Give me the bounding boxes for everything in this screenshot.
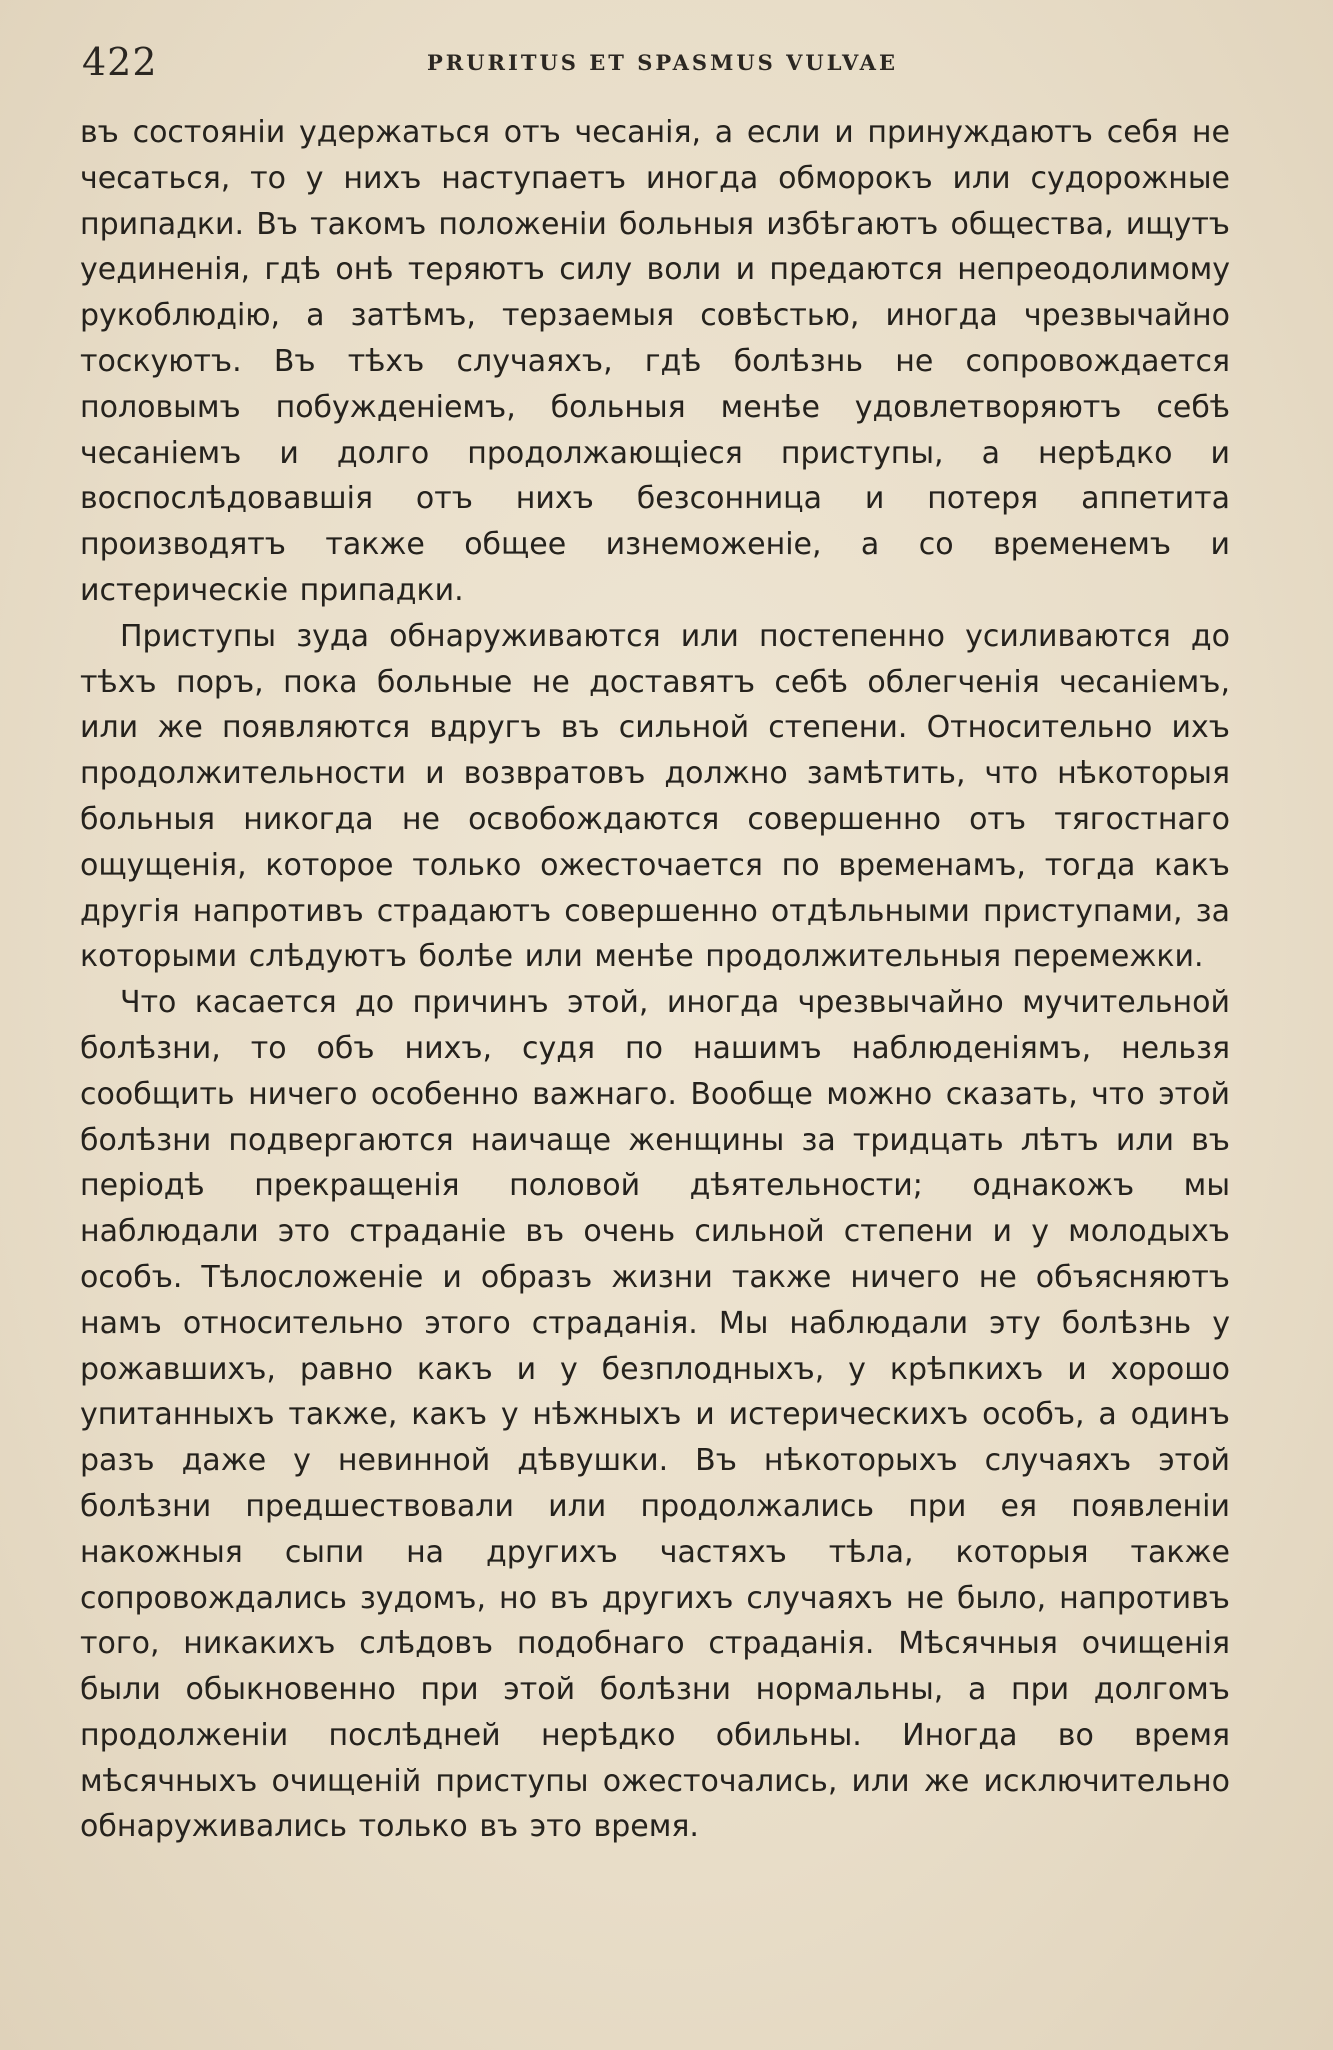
paragraph-3: Что касается до причинъ этой, иногда чрезвычайно мучительной болѣзни, то объ нихъ, судя по нашимъ наблюденiямъ, нельзя сообщить ничего особенно важнаго. Вообще можно сказать, что этой болѣзни подвергаются наичаще женщины за тридцать лѣтъ или въ перiодѣ прекращенiя половой дѣятельности; однакожъ мы наблюдали это страданiе въ очень сильной степени и у молодыхъ особъ. Тѣлосложенiе и образъ жизни также ничего не объясняютъ намъ относительно этого страданiя. Мы наблюдали эту болѣзнь у рожавшихъ, равно какъ и у безплодныхъ, у крѣпкихъ и хорошо упитанныхъ также, какъ у нѣжныхъ и истерическихъ особъ, а одинъ разъ даже у невинной дѣвушки. Въ нѣкоторыхъ случаяхъ этой болѣзни предшествовали или продолжались при ея появленiи накожныя сыпи на другихъ частяхъ тѣла, которыя также сопровождались зудомъ, но въ другихъ случаяхъ не было, напротивъ того, никакихъ слѣдовъ подобнаго страданiя. Мѣсячныя очищенiя были обыкновенно при этой болѣзни нормальны, а при долгомъ продолженiи послѣдней нерѣдко обильны. Иногда во время мѣсячныхъ очищенiй приступы ожесточались, или же исключительно обнаруживались только въ это время. bbox=[80, 985, 1230, 1845]
paragraph-2: Приступы зуда обнаруживаются или постепенно усиливаются до тѣхъ поръ, пока больные не доставятъ себѣ облегченiя чесанiемъ, или же появляются вдругъ въ сильной степени. Относительно ихъ продолжительности и возвратовъ должно замѣтить, что нѣкоторыя больныя никогда не освобождаются совершенно отъ тягостнаго ощущенiя, которое только ожесточается по временамъ, тогда какъ другiя напротивъ страдаютъ совершенно отдѣльными приступами, за которыми слѣдуютъ болѣе или менѣе продолжительныя перемежки. bbox=[80, 618, 1230, 975]
running-head: PRURITUS ET SPASMUS VULVAE bbox=[427, 50, 898, 75]
body-text bbox=[80, 110, 1230, 1850]
page-number: 422 bbox=[82, 40, 158, 84]
page-header bbox=[82, 40, 1232, 88]
paragraph-1: въ состоянiи удержаться отъ чесанiя, а если и принуждаютъ себя не чесаться, то у нихъ наступаетъ иногда обморокъ или судорожные припадки. Въ такомъ положенiи больныя избѣгаютъ общества, ищутъ уединенiя, гдѣ онѣ теряютъ силу воли и предаются непреодолимому рукоблюдiю, а затѣмъ, терзаемыя совѣстью, иногда чрезвычайно тоскуютъ. Въ тѣхъ случаяхъ, гдѣ болѣзнь не сопровождается половымъ побужденiемъ, больныя менѣе удовлетворяютъ себѣ чесанiемъ и долго продолжающiеся приступы, а нерѣдко и воспослѣдовавшiя отъ нихъ безсонница и потеря аппетита производятъ также общее изнеможенiе, а со временемъ и истерическiе припадки. bbox=[80, 115, 1230, 608]
